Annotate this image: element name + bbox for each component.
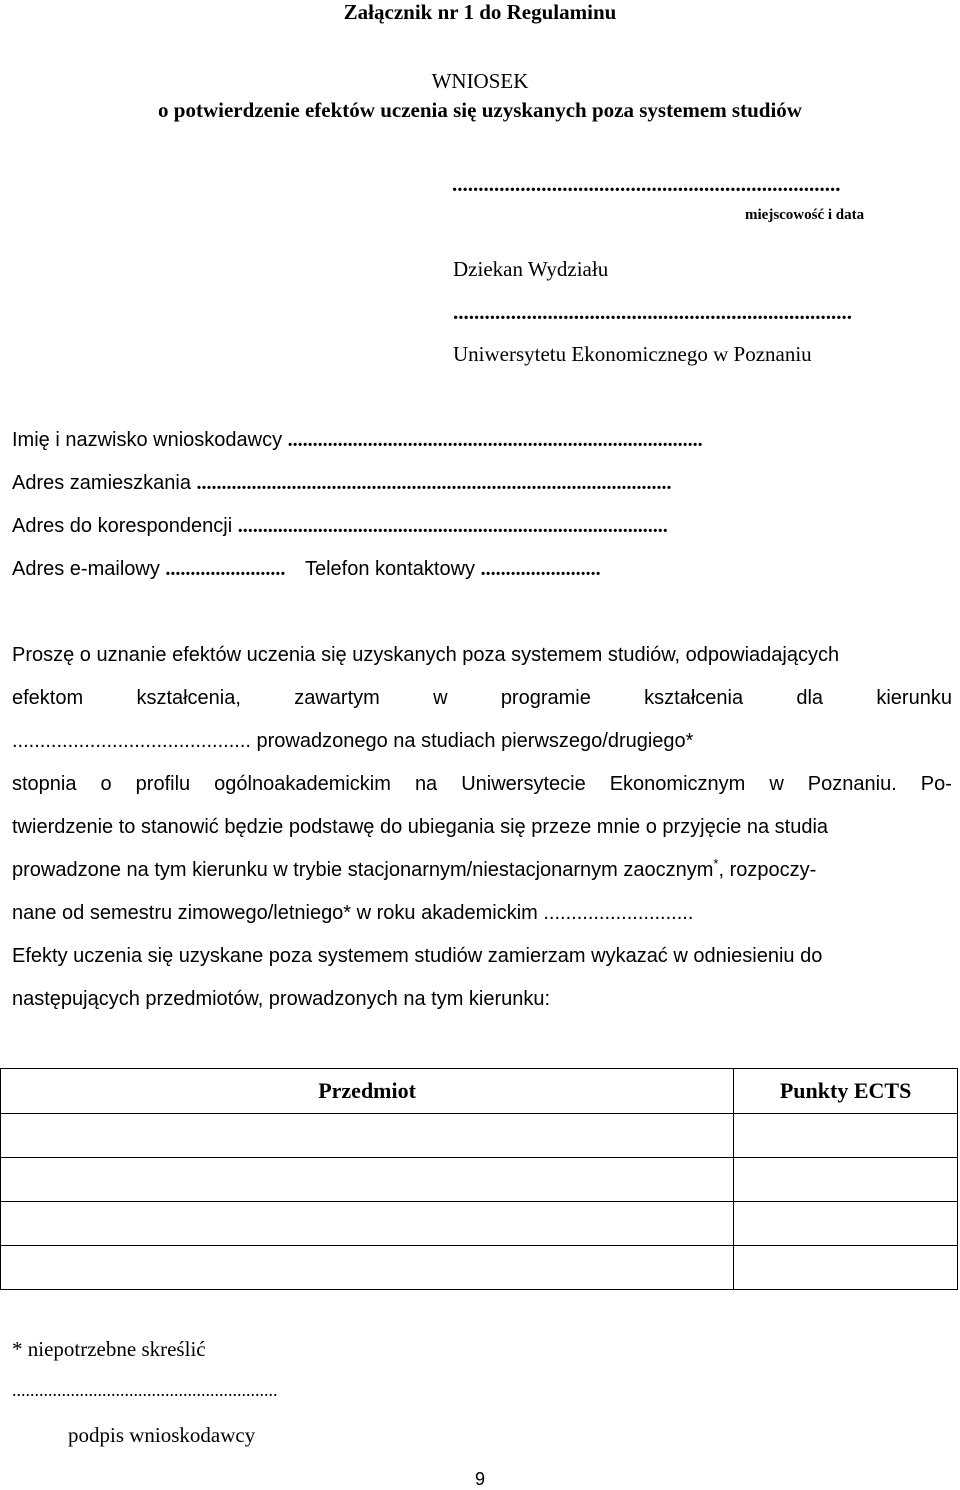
body-word: dla xyxy=(796,687,824,709)
applicant-phone-label: Telefon kontaktowy xyxy=(304,558,476,580)
applicant-contact-row xyxy=(12,559,601,579)
applicant-address-row xyxy=(12,473,672,493)
table-header-row xyxy=(1,1069,958,1114)
attachment-heading: Załącznik nr 1 do Regulaminu xyxy=(343,0,617,24)
applicant-correspondence-dots: ...................................................................................... xyxy=(237,515,668,537)
table-cell-subject[interactable] xyxy=(1,1246,734,1290)
table-row xyxy=(1,1158,958,1202)
addressee-line1: Dziekan Wydziału xyxy=(453,257,609,281)
table-cell-ects[interactable] xyxy=(734,1202,958,1246)
body-line-4 xyxy=(12,774,952,794)
body-word: efektom xyxy=(12,687,84,709)
document-subtitle: o potwierdzenie efektów uczenia się uzyskanych poza systemem studiów xyxy=(158,98,802,122)
applicant-name-label: Imię i nazwisko wnioskodawcy xyxy=(12,429,283,451)
table-header-subject: Przedmiot xyxy=(1,1069,734,1114)
body-word: ogólnoakademickim xyxy=(214,773,391,795)
applicant-email-label: Adres e-mailowy xyxy=(12,558,160,580)
page-number: 9 xyxy=(474,1469,485,1489)
applicant-email-dots: ........................ xyxy=(165,558,286,580)
body-word: profilu xyxy=(135,773,191,795)
body-line-3: ........................................... prowadzonego na studiach pierwszego/drugiego* xyxy=(12,730,694,752)
applicant-correspondence-label: Adres do korespondencji xyxy=(12,515,233,537)
table-row xyxy=(1,1202,958,1246)
applicant-address-label: Adres zamieszkania xyxy=(12,472,191,494)
addressee-dots: ............................................................................ xyxy=(453,300,852,324)
body-word: Ekonomicznym xyxy=(609,773,746,795)
applicant-phone-dots: ........................ xyxy=(480,558,601,580)
table-cell-subject[interactable] xyxy=(1,1158,734,1202)
table-cell-ects[interactable] xyxy=(734,1158,958,1202)
body-line-6b: , rozpoczy- xyxy=(718,859,817,881)
body-line-9: następujących przedmiotów, prowadzonych na tym kierunku: xyxy=(12,988,551,1010)
document-title: WNIOSEK xyxy=(431,69,529,93)
signature-dots: ........................................................... xyxy=(12,1380,278,1400)
body-line-2 xyxy=(12,688,952,708)
signature-label: podpis wnioskodawcy xyxy=(68,1423,256,1447)
body-line-8: Efekty uczenia się uzyskane poza systemem studiów zamierzam wykazać w odniesieniu do xyxy=(12,945,823,967)
subjects-table xyxy=(0,1068,958,1290)
applicant-correspondence-row xyxy=(12,516,668,536)
table-row xyxy=(1,1114,958,1158)
body-word: kształcenia xyxy=(644,687,744,709)
applicant-name-row xyxy=(12,430,703,450)
body-line-5: twierdzenie to stanowić będzie podstawę do ubiegania się przeze mnie o przyjęcie na studia xyxy=(12,816,829,838)
body-word: Po- xyxy=(920,773,952,795)
body-word: stopnia xyxy=(12,773,77,795)
body-line-1: Proszę o uznanie efektów uczenia się uzyskanych poza systemem studiów, odpowiadających xyxy=(12,644,840,666)
place-date-dots: .......................................................................... xyxy=(452,172,841,196)
table-row xyxy=(1,1246,958,1290)
body-line-6a: prowadzone na tym kierunku w trybie stacjonarnym/niestacjonarnym zaocznym xyxy=(12,859,714,881)
footnote-text: * niepotrzebne skreślić xyxy=(12,1337,206,1361)
table-header-ects: Punkty ECTS xyxy=(734,1069,958,1114)
body-word: na xyxy=(414,773,438,795)
footnote-mark: * xyxy=(713,856,719,871)
table-cell-subject[interactable] xyxy=(1,1114,734,1158)
body-word: w xyxy=(769,773,784,795)
body-word: o xyxy=(100,773,112,795)
place-date-label: miejscowość i data xyxy=(745,207,865,223)
body-word: Uniwersytecie xyxy=(461,773,586,795)
body-word: kształcenia, xyxy=(136,687,241,709)
body-word: programie xyxy=(500,687,591,709)
applicant-address-dots: ............................................................................................... xyxy=(196,472,672,494)
body-word: kierunku xyxy=(876,687,952,709)
applicant-name-dots: ................................................................................... xyxy=(287,429,703,451)
body-word: Poznaniu. xyxy=(807,773,897,795)
table-cell-subject[interactable] xyxy=(1,1202,734,1246)
table-cell-ects[interactable] xyxy=(734,1114,958,1158)
body-line-7: nane od semestru zimowego/letniego* w roku akademickim ........................... xyxy=(12,902,694,924)
body-line-6 xyxy=(12,856,817,881)
body-word: w xyxy=(433,687,448,709)
addressee-line2: Uniwersytetu Ekonomicznego w Poznaniu xyxy=(453,342,812,366)
body-word: zawartym xyxy=(294,687,380,709)
table-cell-ects[interactable] xyxy=(734,1246,958,1290)
